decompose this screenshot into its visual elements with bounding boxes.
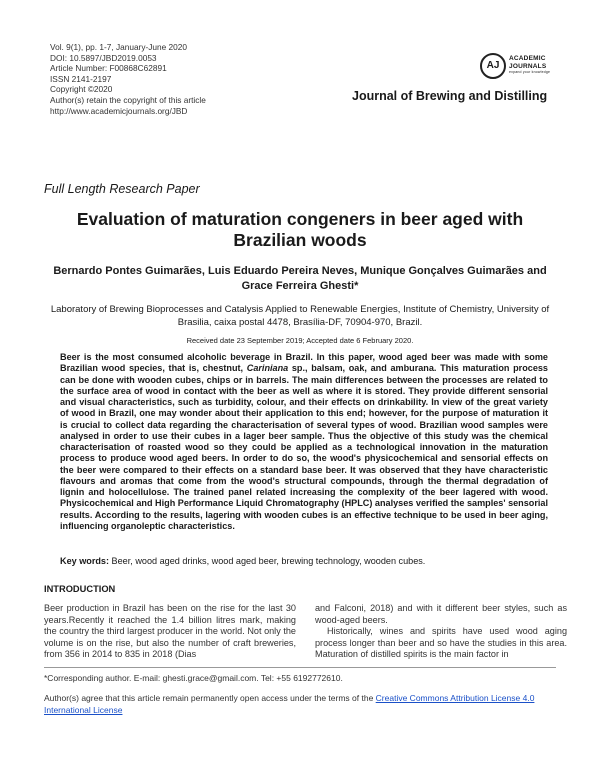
logo-line1: ACADEMIC (509, 55, 546, 62)
license-note (44, 693, 556, 716)
abstract (60, 352, 548, 532)
body-paragraph: Historically, wines and spirits have used wood aging process longer than beer and so have the studies in this area. Maturation of distilled spirits is the main factor in (315, 626, 567, 659)
article-title: Evaluation of maturation congeners in beer aged with Brazilian woods (76, 209, 524, 250)
abstract-text-1: Beer is the most consumed alcoholic beverage in Brazil. In this paper, wood aged beer was made with some Brazilian wood species, that is, chestnut, (60, 352, 548, 374)
meta-volume: Vol. 9(1), pp. 1-7, January-June 2020 (50, 42, 187, 52)
received-accepted-dates: Received date 23 September 2019; Accepted date 6 February 2020. (186, 336, 414, 345)
body-paragraph-continued: and Falconi, 2018) and with it different beer styles, such as wood-aged beers. (315, 603, 567, 625)
abstract-italic-genus: Cariniana (246, 363, 289, 374)
logo-line2: JOURNALS (509, 62, 547, 70)
meta-issn: ISSN 2141-2197 (50, 73, 112, 84)
section-heading-introduction: INTRODUCTION (44, 584, 116, 594)
meta-url[interactable]: http://www.academicjournals.org/JBD (50, 105, 188, 116)
meta-article-number: Article Number: F00868C62891 (50, 63, 167, 74)
academic-journals-logo (480, 52, 566, 82)
author-affiliation: Laboratory of Brewing Bioprocesses and Catalysis Applied to Renewable Energies, Institute of Chemistry, University of Brasilia, caixa postal 4478, Brasília-DF, 70904-970, Brazil. (50, 304, 550, 328)
footnote-divider (44, 667, 556, 668)
meta-copyright: Copyright ©2020 (50, 84, 113, 95)
logo-wordmark (509, 55, 550, 75)
license-text: Author(s) agree that this article remain permanently open access under the terms of the (44, 693, 376, 703)
keywords-label: Key words: (60, 556, 110, 566)
logo-mark: AJ (480, 53, 506, 79)
corresponding-author-note: *Corresponding author. E-mail: ghesti.grace@gmail.com. Tel: +55 6192772610. (44, 673, 343, 683)
logo-tagline: expand your knowledge (509, 70, 551, 74)
article-authors: Bernardo Pontes Guimarães, Luis Eduardo Pereira Neves, Munique Gonçalves Guimarães and Grace Ferreira Ghesti* (53, 265, 547, 292)
meta-rights: Author(s) retain the copyright of this article (50, 94, 206, 105)
journal-name: Journal of Brewing and Distilling (352, 89, 548, 103)
license-link[interactable]: Creative Commons Attribution License 4.0 International License (44, 693, 535, 715)
meta-doi: DOI: 10.5897/JBD2019.0053 (50, 52, 157, 63)
keywords (60, 555, 548, 567)
keywords-list: Beer, wood aged drinks, wood aged beer, brewing technology, wooden cubes. (109, 556, 426, 566)
article-metadata (50, 42, 206, 116)
paper-type: Full Length Research Paper (44, 182, 200, 196)
body-column-left: Beer production in Brazil has been on the rise for the last 30 years.Recently it reached the 1.4 billion litres mark, making the country the third largest producer in the world. Not only the volume is on the rise, but also the number of craft breweries, from 356 in 2014 to 835 in 2018 (Dias (44, 603, 296, 659)
abstract-text-2: sp., balsam, oak, and amburana. This maturation process can be done with wooden cubes, chips or in barrels. The main differences between the processes are related to the surface area of wood in contact with the beer as well as where it is stored. They provide different sensorial and visual characteristics, such as turbidity, colour, and their effects on drinkability. In view of the great variety of wood in Brazil, one may wonder about their application to this end; however, for the purpose of maturation it is crucial to collect data regarding the characterisation of several types of wood. Brazilian wood samples were analysed in order to use their cubes in a lager beer sample. Thus the objective of this study was the chemical characterisation of roasted wood so they could be applied as a technological innovation in the maturation process to produce wood aged beers. In order to do so, the wood's physicochemical and sensorial effects on the beer were compared to their effects on a standard base beer. It was observed that they have characteristic flavours and aromas that come from the wood's structural compounds, through the thermal degradation of lignin and holocellulose. The trained panel related increasing the complexity of the beer lagered with wood. Physicochemical and High Performance Liquid Chromatography (HPLC) analyses verified the samples' sensorial results. According to the results, lagering with wooden cubes is an effective technique to be used in beer aging, influencing organoleptic characteristics. (60, 363, 548, 531)
body-column-right (315, 603, 567, 661)
